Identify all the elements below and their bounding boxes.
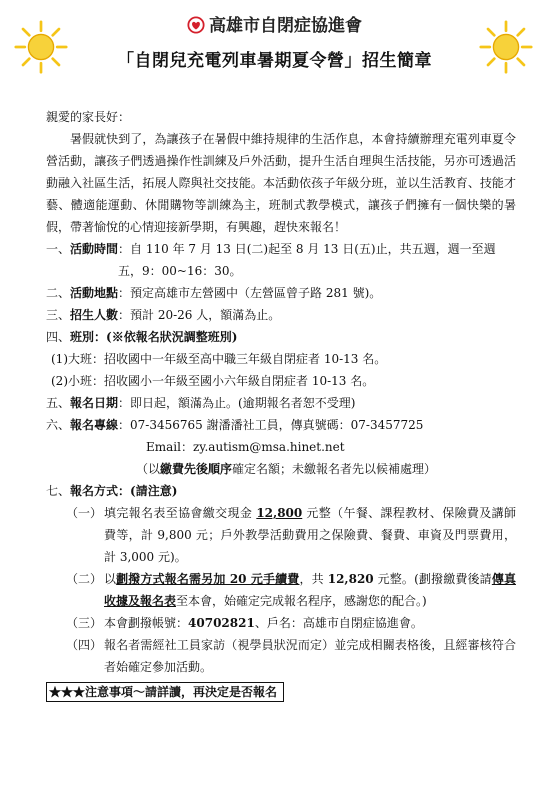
page-title: 「自閉兒充電列車暑期夏令營」招生簡章 [117, 51, 432, 71]
registration-item: （四） 報名者需經社工員家訪（視學員狀況而定）並完成相關表格後，且經審核符合者始確定參加活動。 [66, 638, 516, 674]
org-header [0, 11, 549, 36]
section-registration: 七、報名方式：(請注意) [46, 484, 178, 498]
registration-item: （二） 以劃撥方式報名需另加 20 元手續費，共 12,820 元整。(劃撥繳費後請傳真收據及報名表至本會，始確定完成報名程序，感謝您的配合。) [66, 572, 516, 608]
intro-paragraph: 暑假就快到了，為讓孩子在暑假中維持規律的生活作息，本會持續辦理充電列車夏令營活動，讓孩子們透過操作性訓練及戶外活動，提升生活自理與生活技能，另亦可透過活動融入社區生活，拓展人際與社交技能。本活動依孩子年級分班，並以生活教育、技能才藝、體適能運動、休閒購物等訓練為主，班制式教學模式，讓孩子們擁有一個快樂的暑假，帶著愉悅的心情迎接新學期，有興趣，趕快來報名！ [46, 132, 516, 234]
section-hotline: 六、報名專線：07-3456765 謝潘潘社工員，傳真號碼：07-3457725 [46, 418, 424, 432]
notice-banner: ★★★注意事項～請詳讀，再決定是否報名 [46, 682, 284, 702]
email-line: Email：zy.autism@msa.hinet.net [146, 440, 345, 454]
document-body [46, 106, 516, 703]
class-item: (1)大班：招收國中一年級至高中職三年級自閉症者 10-13 名。 [51, 352, 387, 366]
class-item: (2)小班：招收國小一年級至國小六年級自閉症者 10-13 名。 [51, 374, 375, 388]
heart-logo-icon [187, 16, 205, 34]
section-classes: 四、班別：(※依報名狀況調整班別) [46, 330, 238, 344]
registration-item: （一） 填完報名表至協會繳交現金 12,800 元整（午餐、課程教材、保險費及講師費等，計 9,800 元；戶外教學活動費用之保險費、餐費、車資及門票費用，計 3,000 元)。 [66, 506, 516, 564]
greeting: 親愛的家長好： [46, 110, 131, 124]
section-dates: 五、報名日期：即日起，額滿為止。(逾期報名者恕不受理) [46, 396, 356, 410]
section-enrollment: 三、招生人數：預計 20-26 人，額滿為止。 [46, 308, 281, 322]
org-name: 高雄市自閉症協進會 [209, 16, 362, 36]
quota-note: （以繳費先後順序確定名額；未繳報名者先以候補處理） [136, 462, 437, 476]
registration-item: （三） 本會劃撥帳號：40702821、戶名：高雄市自閉症協進會。 [66, 616, 423, 630]
section-location: 二、活動地點：預定高雄市左營國中（左營區曾子路 281 號)。 [46, 286, 382, 300]
section-activity-time: 一、活動時間：自 110 年 7 月 13 日(二)起至 8 月 13 日(五)止，共五週，週一至週五，9：00~16：30。 [46, 242, 496, 278]
